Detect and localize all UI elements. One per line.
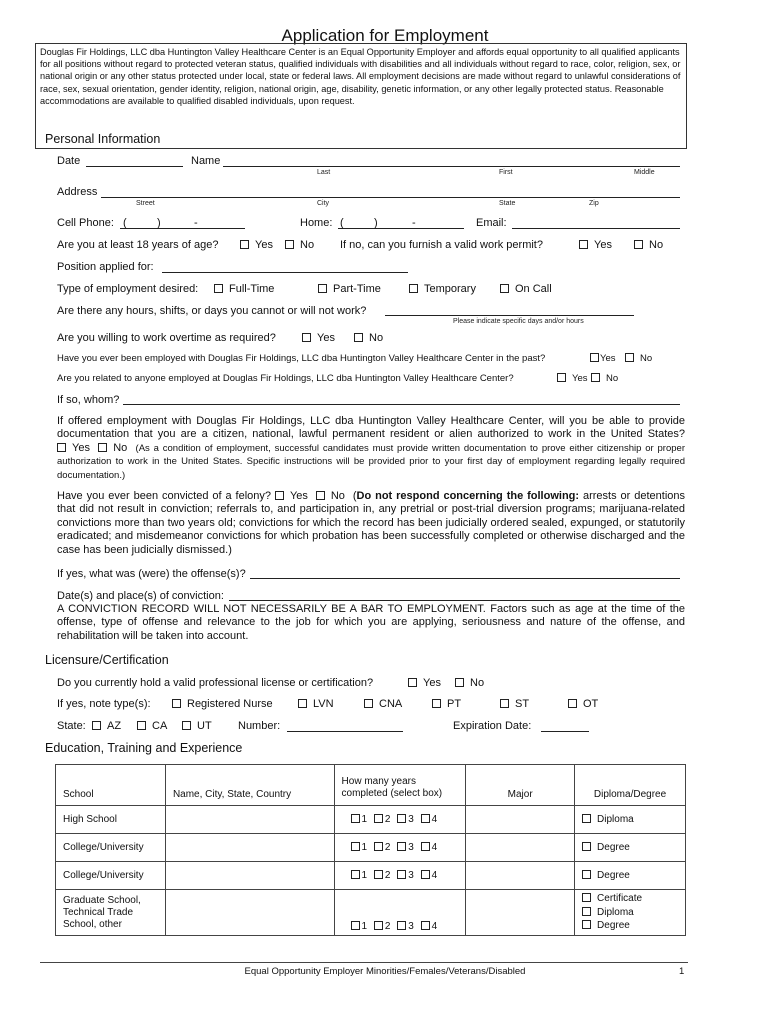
license-lvn-option[interactable] [298,698,334,710]
year-3-label: 3 [408,842,414,853]
education-header-row [56,765,686,806]
years-cell [334,834,466,862]
conviction-dates-label: Date(s) and place(s) of conviction: [57,590,224,602]
state-ca-label: CA [152,720,168,732]
employed-no-label: No [640,353,653,364]
home-phone-label: Home: [300,217,333,229]
felony-question-block [57,490,685,557]
year-4-label: 4 [431,842,438,853]
col-header-school: School [56,765,166,806]
major-cell[interactable] [466,890,575,936]
cell-phone-field[interactable] [120,228,245,229]
related-question: Are you related to anyone employed at Douglas Fir Holdings, LLC dba Huntington Valley Healthcare Center? [57,373,514,384]
license-ot-checkbox[interactable] [568,699,577,708]
docs-yes-option[interactable] [57,442,90,455]
eeo-statement: Douglas Fir Holdings, LLC dba Huntington Valley Healthcare Center is an Equal Opportunity Employer and affords equal opportunity to all qualified applicants for all positions without regard to protected veteran status, qualified individuals with disabilities and all individuals without regard to race, color, religion, sex, or national origin or any other status protected under local, state or federal laws. All employment decisions are made without regard to unlawful considerations of race, sex, sexual orientation, gender identity, religion, national origin, age, disability, genetic information, or any other legally protected status. Reasonable accommodations are available to qualified disabled individuals, upon request. [35,43,687,149]
home-paren-open: ( [340,217,344,229]
hours-sub: Please indicate specific days and/or hours [453,318,584,325]
related-yes-label: Yes [572,373,588,384]
school-name-cell[interactable] [165,806,334,834]
license-pt-option[interactable] [432,698,461,710]
year-4-option[interactable] [421,814,438,825]
school-name-cell[interactable] [165,890,334,936]
position-field[interactable] [162,272,408,273]
permit-no-checkbox[interactable] [634,240,643,249]
felony-no-label: No [330,490,345,502]
year-3-option[interactable] [397,842,414,853]
degree-diploma-option[interactable] [582,906,678,920]
address-label: Address [57,186,98,198]
license-ot-option[interactable] [568,698,598,710]
offense-field[interactable] [250,578,680,579]
year-2-label: 2 [384,921,391,932]
degree-degree-label: Degree [597,842,630,853]
address-sub-zip: Zip [589,200,599,207]
age-no-option[interactable] [285,239,314,251]
year-1-option[interactable] [351,814,368,825]
license-cna-checkbox[interactable] [364,699,373,708]
overtime-no-checkbox[interactable] [354,333,363,342]
year-1-option[interactable] [351,870,368,881]
state-az-checkbox[interactable] [92,721,101,730]
docs-no-checkbox[interactable] [98,443,107,452]
age-question: Are you at least 18 years of age? [57,239,219,251]
email-label: Email: [476,217,507,229]
related-yes-checkbox[interactable] [557,373,566,382]
state-ut-checkbox[interactable] [182,721,191,730]
year-3-checkbox[interactable] [397,842,406,851]
degree-degree-checkbox[interactable] [582,920,591,929]
cell-dash: - [194,217,198,229]
year-4-option[interactable] [421,921,438,932]
felony-yes-option[interactable] [275,490,308,503]
license-number-label: Number: [238,720,281,732]
degree-diploma-label: Diploma [597,814,634,825]
felony-exclusions: arrests or detentions that did not result in conviction; referrals to, and participation in, any pretrial or post-trial diversion programs; marijuana-related convictions more than two years old; convictions for which the record has been judicially ordered sealed, expunged, or statutorily eradicated; and misdemeanor convictions for which probation has been successfully completed or otherwise discharged and the case has been judicially dismissed.) [57,490,685,556]
year-3-checkbox[interactable] [397,814,406,823]
conviction-note: A CONVICTION RECORD WILL NOT NECESSARILY BE A BAR TO EMPLOYMENT. Factors such as age at the time of the offense, type of offense and relevance to the job for which you are applying, seriousness and nature of the offense, and rehabilitation will be taken into account. [57,603,685,642]
state-ca-checkbox[interactable] [137,721,146,730]
license-st-label: ST [515,698,530,710]
cell-paren-open: ( [123,217,127,229]
type-full-time-option[interactable] [214,283,274,295]
degree-diploma-checkbox[interactable] [582,814,591,823]
overtime-yes-checkbox[interactable] [302,333,311,342]
degree-degree-checkbox[interactable] [582,842,591,851]
year-1-label: 1 [361,814,368,825]
major-cell[interactable] [466,862,575,890]
year-1-label: 1 [361,921,368,932]
degree-degree-label: Degree [597,920,630,932]
permit-no-option[interactable] [634,239,663,251]
employed-no-checkbox[interactable] [625,353,634,362]
permit-yes-option[interactable] [579,239,612,251]
license-lvn-label: LVN [313,698,334,710]
table-row [56,834,686,862]
license-no-option[interactable] [455,677,484,689]
felony-yes-checkbox[interactable] [275,491,284,500]
year-2-label: 2 [384,814,391,825]
degree-degree-label: Degree [597,870,630,881]
related-yes-option[interactable] [557,373,588,384]
permit-no-label: No [649,239,664,251]
email-field[interactable] [512,228,680,229]
address-sub-street: Street [136,200,155,207]
license-rn-checkbox[interactable] [172,699,181,708]
employed-yes-checkbox[interactable] [590,353,599,362]
docs-no-option[interactable] [98,442,127,455]
years-cell [334,890,466,936]
license-pt-label: PT [447,698,462,710]
felony-no-checkbox[interactable] [316,491,325,500]
col-header-years: How many years completed (select box) [334,765,466,806]
education-table [55,764,686,936]
year-3-option[interactable] [397,814,414,825]
age-no-checkbox[interactable] [285,240,294,249]
age-yes-option[interactable] [240,239,273,251]
related-no-option[interactable] [591,373,618,384]
overtime-yes-label: Yes [317,332,335,344]
year-1-label: 1 [361,870,368,881]
docs-note: (As a condition of employment, successful candidates must provide written documentation to prove either citizenship or proper authorization to work in the United States. Specific instructions will be provided prior to your first day of employment regarding legally required documentation.) [57,442,685,481]
state-az-label: AZ [107,720,122,732]
hours-field[interactable] [385,315,634,316]
year-1-checkbox[interactable] [351,921,360,930]
name-sub-first: First [499,169,513,176]
felony-open-paren: ( [352,490,357,502]
name-field[interactable] [223,166,680,167]
degree-certificate-label: Certificate [597,893,643,905]
permit-yes-label: Yes [594,239,612,251]
year-1-label: 1 [361,842,368,853]
type-temporary-option[interactable] [409,283,476,295]
overtime-no-option[interactable] [354,332,383,344]
year-4-option[interactable] [421,842,438,853]
footer-text: Equal Opportunity Employer Minorities/Females/Veterans/Disabled [244,966,526,977]
address-field[interactable] [101,197,680,198]
permit-question: If no, can you furnish a valid work permit? [340,239,543,251]
year-4-option[interactable] [421,870,438,881]
license-types-label: If yes, note type(s): [57,698,151,710]
year-4-checkbox[interactable] [421,870,430,879]
year-2-option[interactable] [374,921,391,932]
year-1-checkbox[interactable] [351,814,360,823]
conviction-dates-field[interactable] [229,600,680,601]
section-heading-personal: Personal Information [45,132,161,146]
col-header-degree: Diploma/Degree [575,765,686,806]
type-part-time-label: Part-Time [333,283,381,295]
year-1-option[interactable] [351,921,368,932]
expiration-field[interactable] [541,731,589,732]
cell-paren-close: ) [157,217,161,229]
table-row [56,890,686,936]
name-sub-last: Last [317,169,331,176]
year-1-checkbox[interactable] [351,842,360,851]
name-sub-middle: Middle [634,169,655,176]
degree-cell [575,806,686,834]
license-no-checkbox[interactable] [455,678,464,687]
employed-question: Have you ever been employed with Douglas Fir Holdings, LLC dba Huntington Valley Healthcare Center in the past? [57,353,546,364]
license-yes-checkbox[interactable] [408,678,417,687]
date-field[interactable] [86,166,183,167]
license-question: Do you currently hold a valid professional license or certification? [57,677,374,689]
expiration-label: Expiration Date: [453,720,532,732]
year-3-label: 3 [408,921,414,932]
home-phone-field[interactable] [338,228,464,229]
year-1-option[interactable] [351,842,368,853]
degree-diploma-option[interactable] [582,814,634,825]
license-st-option[interactable] [500,698,529,710]
degree-degree-option[interactable] [582,919,678,933]
school-type: High School [56,806,166,834]
employed-yes-label: Yes [600,353,616,364]
license-pt-checkbox[interactable] [432,699,441,708]
age-yes-label: Yes [255,239,273,251]
license-cna-option[interactable] [364,698,402,710]
section-heading-license: Licensure/Certification [45,653,169,667]
year-4-checkbox[interactable] [421,842,430,851]
degree-cell [575,890,686,936]
docs-no-label: No [113,441,128,454]
age-yes-checkbox[interactable] [240,240,249,249]
section-heading-education: Education, Training and Experience [45,741,243,755]
years-cell [334,806,466,834]
license-no-label: No [470,677,485,689]
license-yes-option[interactable] [408,677,441,689]
years-cell [334,862,466,890]
year-3-label: 3 [408,814,414,825]
docs-question-block [57,415,685,482]
related-no-label: No [606,373,619,384]
footer-divider [40,962,688,963]
docs-question: If offered employment with Douglas Fir Holdings, LLC dba Huntington Valley Healthcare Center, will you be able to provide documentation that you are a citizen, national, lawful permanent resident or alien authorized to work in the United States? [57,415,685,441]
license-lvn-checkbox[interactable] [298,699,307,708]
year-2-option[interactable] [374,842,391,853]
year-2-option[interactable] [374,814,391,825]
type-temporary-label: Temporary [424,283,476,295]
felony-question: Have you ever been convicted of a felony? [57,490,272,502]
year-2-label: 2 [384,842,391,853]
cell-phone-label: Cell Phone: [57,217,114,229]
license-st-checkbox[interactable] [500,699,509,708]
year-2-checkbox[interactable] [374,814,383,823]
table-row [56,806,686,834]
date-label: Date [57,155,81,167]
year-3-label: 3 [408,870,414,881]
year-2-checkbox[interactable] [374,842,383,851]
col-header-major: Major [466,765,575,806]
license-state-label: State: [57,720,86,732]
employed-no-option[interactable] [625,353,652,364]
hours-question: Are there any hours, shifts, or days you cannot or will not work? [57,305,367,317]
degree-certificate-checkbox[interactable] [582,893,591,902]
year-4-label: 4 [431,814,438,825]
whom-label: If so, whom? [57,394,120,406]
name-label: Name [191,155,221,167]
year-3-checkbox[interactable] [397,870,406,879]
table-row [56,862,686,890]
employment-type-label: Type of employment desired: [57,283,199,295]
overtime-no-label: No [369,332,384,344]
state-az-option[interactable] [92,720,121,732]
year-3-option[interactable] [397,921,414,932]
type-temporary-checkbox[interactable] [409,284,418,293]
year-1-checkbox[interactable] [351,870,360,879]
type-part-time-option[interactable] [318,283,381,295]
degree-certificate-option[interactable] [582,892,678,906]
type-full-time-checkbox[interactable] [214,284,223,293]
major-cell[interactable] [466,834,575,862]
degree-diploma-label: Diploma [597,906,634,918]
license-yes-label: Yes [423,677,441,689]
major-cell[interactable] [466,806,575,834]
license-rn-label: Registered Nurse [187,698,273,710]
overtime-yes-option[interactable] [302,332,335,344]
school-type: College/University [56,862,166,890]
year-2-label: 2 [384,870,391,881]
school-type: Graduate School, Technical Trade School, other [56,890,166,936]
degree-degree-option[interactable] [582,842,630,853]
docs-yes-label: Yes [72,441,90,454]
felony-exclusion-heading: Do not respond concerning the following: [356,490,580,502]
docs-yes-checkbox[interactable] [57,443,66,452]
license-cna-label: CNA [379,698,403,710]
degree-cell [575,834,686,862]
year-4-checkbox[interactable] [421,921,430,930]
year-4-label: 4 [431,921,438,932]
home-paren-close: ) [374,217,378,229]
age-no-label: No [300,239,315,251]
year-3-checkbox[interactable] [397,921,406,930]
type-on-call-checkbox[interactable] [500,284,509,293]
home-dash: - [412,217,416,229]
address-sub-city: City [317,200,330,207]
page-title: Application for Employment [281,26,489,45]
degree-degree-option[interactable] [582,870,630,881]
degree-diploma-checkbox[interactable] [582,907,591,916]
felony-yes-label: Yes [289,490,308,502]
address-sub-state: State [499,200,516,207]
state-ca-option[interactable] [137,720,167,732]
degree-degree-checkbox[interactable] [582,870,591,879]
type-full-time-label: Full-Time [229,283,275,295]
license-rn-option[interactable] [172,698,273,710]
offense-label: If yes, what was (were) the offense(s)? [57,568,246,580]
permit-yes-checkbox[interactable] [579,240,588,249]
school-name-cell[interactable] [165,862,334,890]
license-number-field[interactable] [287,731,403,732]
year-4-checkbox[interactable] [421,814,430,823]
year-2-checkbox[interactable] [374,921,383,930]
year-4-label: 4 [431,870,438,881]
page-number: 1 [679,966,685,977]
year-2-option[interactable] [374,870,391,881]
type-on-call-label: On Call [515,283,552,295]
state-ut-option[interactable] [182,720,212,732]
whom-field[interactable] [123,404,680,405]
year-3-option[interactable] [397,870,414,881]
type-on-call-option[interactable] [500,283,552,295]
school-type: College/University [56,834,166,862]
license-ot-label: OT [583,698,599,710]
school-name-cell[interactable] [165,834,334,862]
degree-cell [575,862,686,890]
type-part-time-checkbox[interactable] [318,284,327,293]
felony-no-option[interactable] [316,490,345,503]
related-no-checkbox[interactable] [591,373,600,382]
overtime-question: Are you willing to work overtime as required? [57,332,276,344]
year-2-checkbox[interactable] [374,870,383,879]
col-header-name-location: Name, City, State, Country [165,765,334,806]
position-label: Position applied for: [57,261,154,273]
state-ut-label: UT [197,720,212,732]
employed-yes-option[interactable] [590,353,616,364]
